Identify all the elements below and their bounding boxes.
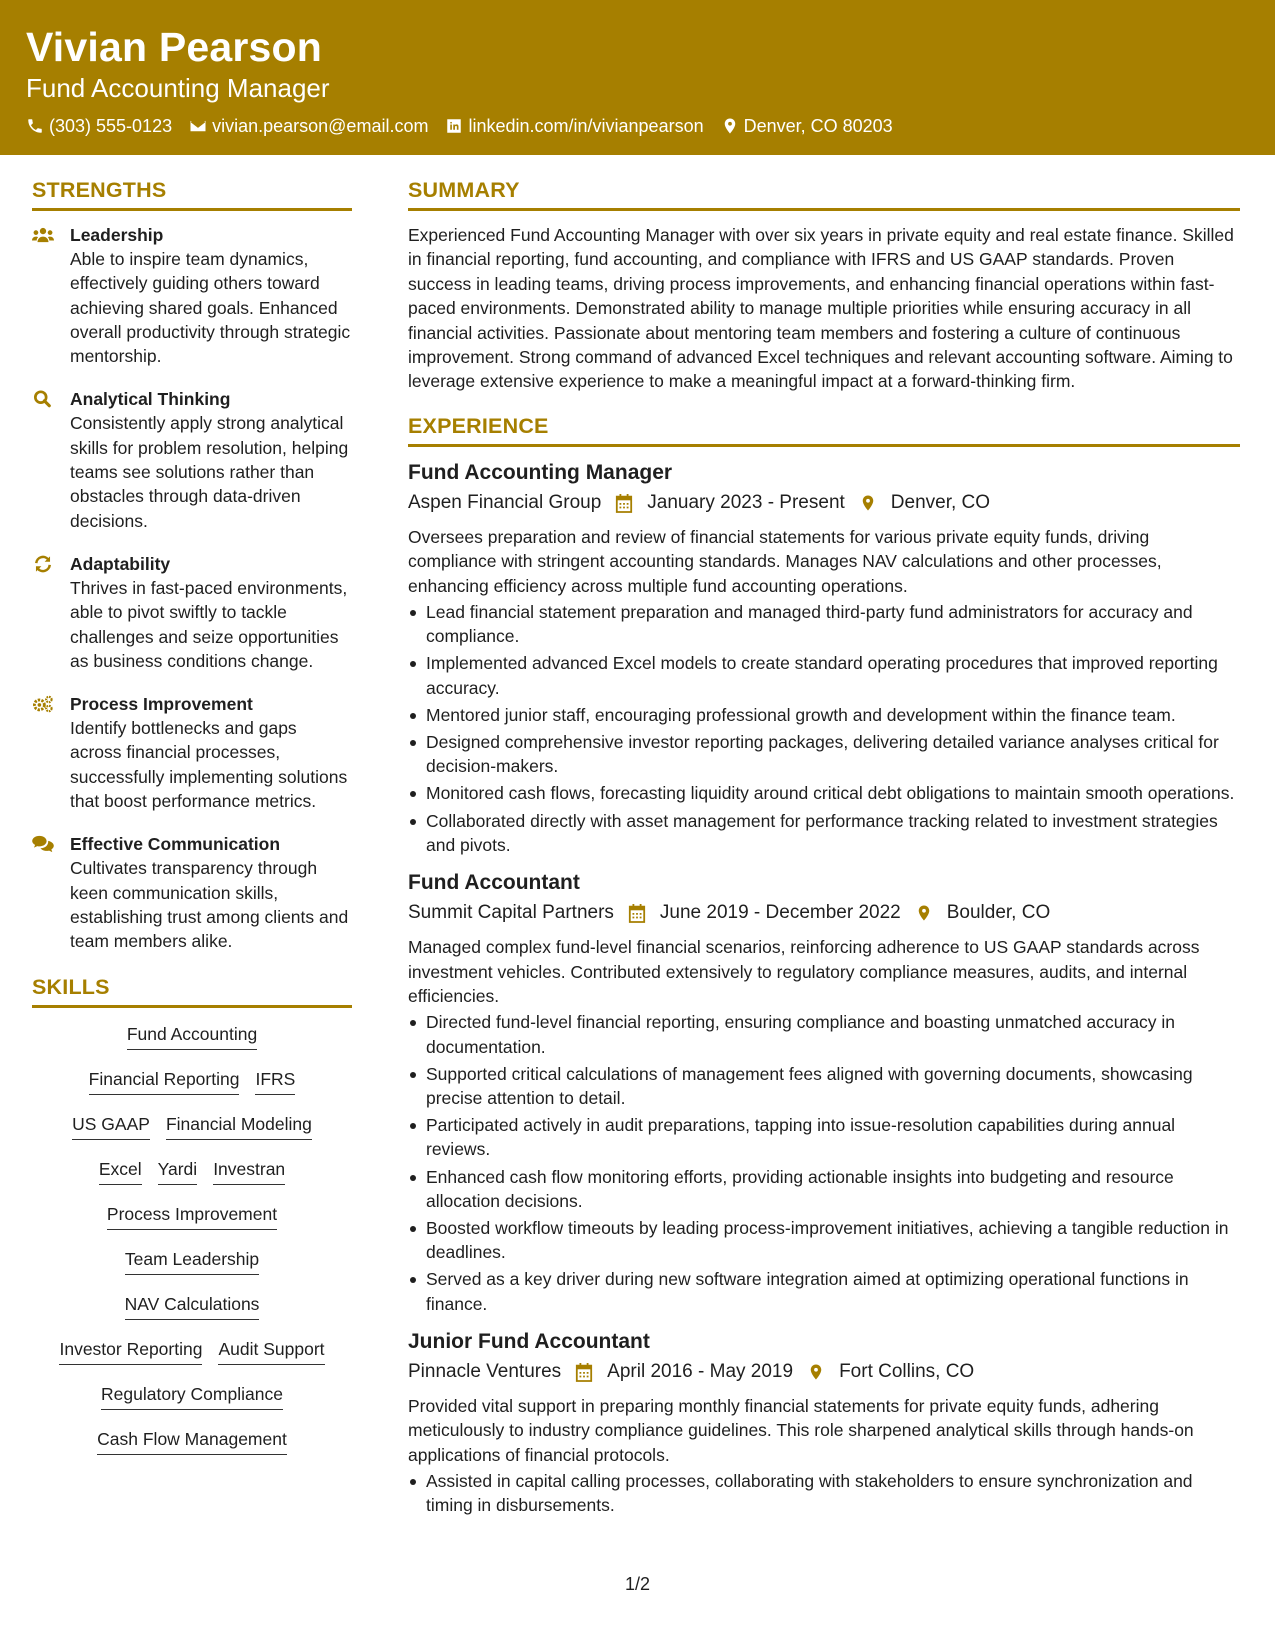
skill-tag: IFRS <box>255 1067 295 1095</box>
calendar-icon <box>615 493 633 513</box>
job-title: Fund Accountant <box>408 871 580 895</box>
strength-desc: Thrives in fast-paced environments, able to pivot swiftly to tackle challenges and seize opportunities as business conditions change. <box>70 577 348 671</box>
skill-tag: Audit Support <box>218 1337 324 1365</box>
sync-icon <box>32 555 54 573</box>
strength-desc: Identify bottlenecks and gaps across financial processes, successfully implementing solutions that boost performance metrics. <box>70 718 348 812</box>
strength-desc: Cultivates transparency through keen communication skills, establishing trust among clients and team members alike. <box>70 858 349 952</box>
job-description: Oversees preparation and review of financial statements for various private equity funds, driving compliance with stringent accounting standards. Manages NAV calculations and other processes, enhancing efficiency across multiple fund accounting operations. <box>408 526 1162 596</box>
contact-location <box>721 114 893 138</box>
job-bullet: Mentored junior staff, encouraging professional growth and development within the finance team. <box>408 703 1240 727</box>
job-bullet: Assisted in capital calling processes, collaborating with stakeholders to ensure synchronization and timing in disbursements. <box>408 1469 1240 1517</box>
job-meta <box>408 1358 1240 1386</box>
job-location: Fort Collins, CO <box>839 1360 975 1382</box>
job-bullet: Served as a key driver during new software integration aimed at optimizing operational functions in finance. <box>408 1267 1240 1315</box>
phone-icon <box>26 117 44 135</box>
strength-desc: Consistently apply strong analytical skills for problem resolution, helping teams see solutions rather than obstacles through data-driven decisions. <box>70 413 349 531</box>
job-bullet: Collaborated directly with asset management for performance tracking related to investment strategies and pivots. <box>408 809 1240 857</box>
contact-linkedin[interactable] <box>445 114 703 138</box>
job-location: Denver, CO <box>890 491 991 513</box>
job-bullets <box>408 1469 1240 1517</box>
users-icon <box>32 226 54 244</box>
linkedin-icon <box>445 117 463 135</box>
job-bullet: Supported critical calculations of management fees aligned with governing documents, showcasing precise attention to detail. <box>408 1062 1240 1110</box>
strength-name: Process Improvement <box>70 694 253 715</box>
skill-tag: US GAAP <box>72 1112 150 1140</box>
skills-list <box>32 1020 352 1470</box>
job-dates: April 2016 - May 2019 <box>607 1360 794 1382</box>
resume-header <box>0 0 1275 155</box>
email-text: vivian.pearson@email.com <box>212 116 429 136</box>
summary-text: Experienced Fund Accounting Manager with over six years in private equity and real estate finance. Skilled in financial reporting, fund accounting, and compliance with IFRS and US GAAP standards. Proven success in leading teams, driving process improvements, and enhancing financial operations within fast-paced environments. Demonstrated ability to manage multiple priorities while ensuring accuracy in all financial activities. Passionate about mentoring team members and fostering a culture of continuous improvement. Strong command of advanced Excel techniques and relevant accounting software. Aiming to leverage extensive experience to make a meaningful impact at a forward-thinking firm. <box>408 225 1234 392</box>
job-bullets <box>408 600 1240 857</box>
job-description: Provided vital support in preparing monthly financial statements for private equity funds, adhering meticulously to industry compliance guidelines. This role sharpened analytical skills through hands-on applications of financial protocols. <box>408 1395 1194 1465</box>
strength-item <box>32 692 352 813</box>
strength-item <box>32 552 352 673</box>
strength-name: Adaptability <box>70 553 171 574</box>
envelope-icon <box>189 117 207 135</box>
phone-text: (303) 555-0123 <box>49 116 173 136</box>
job-bullet: Monitored cash flows, forecasting liquidity around critical debt obligations to maintain smooth operations. <box>408 781 1240 805</box>
strength-name: Effective Communication <box>70 834 281 855</box>
skill-tag: Financial Reporting <box>89 1067 240 1095</box>
calendar-icon <box>628 903 646 923</box>
job-title: Junior Fund Accountant <box>408 1329 650 1353</box>
candidate-name: Vivian Pearson <box>26 24 323 70</box>
job-title: Fund Accounting Manager <box>408 460 673 484</box>
contact-email[interactable] <box>189 114 428 138</box>
location-text: Denver, CO 80203 <box>743 116 893 136</box>
comments-icon <box>32 835 54 853</box>
job-dates: June 2019 - December 2022 <box>659 902 901 924</box>
strength-item <box>32 832 352 953</box>
strength-name: Analytical Thinking <box>70 389 231 410</box>
calendar-icon <box>575 1362 593 1382</box>
strength-desc: Able to inspire team dynamics, effectively guiding others toward achieving shared goals. Enhanced overall productivity through strategic mentorship. <box>70 249 351 367</box>
gears-icon <box>32 695 54 713</box>
job-bullet: Implemented advanced Excel models to create standard operating procedures that improved reporting accuracy. <box>408 651 1240 699</box>
map-marker-icon <box>807 1362 825 1382</box>
strengths-heading: STRENGTHS <box>32 176 352 211</box>
job-bullet: Lead financial statement preparation and managed third-party fund administrators for accuracy and compliance. <box>408 600 1240 648</box>
job-entry <box>408 869 1240 1316</box>
skill-tag: Fund Accounting <box>127 1022 257 1050</box>
strength-item <box>32 387 352 532</box>
skills-heading: SKILLS <box>32 973 352 1008</box>
summary-heading: SUMMARY <box>408 176 1240 211</box>
skill-tag: Yardi <box>158 1157 198 1185</box>
experience-heading: EXPERIENCE <box>408 412 1240 447</box>
job-bullet: Enhanced cash flow monitoring efforts, providing actionable insights into budgeting and resource allocation decisions. <box>408 1165 1240 1213</box>
map-marker-icon <box>859 493 877 513</box>
candidate-title: Fund Accounting Manager <box>26 73 330 103</box>
skill-tag: Team Leadership <box>125 1247 259 1275</box>
skill-tag: Investor Reporting <box>59 1337 202 1365</box>
map-marker-icon <box>721 117 739 135</box>
left-column <box>32 176 352 1470</box>
skill-tag: Regulatory Compliance <box>101 1382 283 1410</box>
job-dates: January 2023 - Present <box>647 491 845 513</box>
job-bullet: Designed comprehensive investor reporting packages, delivering detailed variance analyses critical for decision-makers. <box>408 730 1240 778</box>
job-bullet: Participated actively in audit preparations, tapping into issue-resolution capabilities during annual reviews. <box>408 1113 1240 1161</box>
skill-tag: Investran <box>213 1157 285 1185</box>
skill-tag: NAV Calculations <box>125 1292 260 1320</box>
job-meta <box>408 489 1240 517</box>
strength-name: Leadership <box>70 225 164 245</box>
job-bullets <box>408 1010 1240 1315</box>
job-company: Summit Capital Partners <box>408 902 614 924</box>
map-marker-icon <box>915 903 933 923</box>
job-company: Aspen Financial Group <box>408 491 602 513</box>
job-description: Managed complex fund-level financial scenarios, reinforcing adherence to US GAAP standards across investment vehicles. Contributed extensively to regulatory compliance measures, audits, and internal efficiencies. <box>408 937 1200 1006</box>
page-number: 1/2 <box>624 1574 651 1594</box>
job-entry <box>408 459 1240 857</box>
strength-item <box>32 223 352 368</box>
skill-tag: Process Improvement <box>107 1202 277 1230</box>
skill-tag: Cash Flow Management <box>97 1427 287 1455</box>
skill-tag: Financial Modeling <box>166 1112 312 1140</box>
right-column <box>408 176 1240 1529</box>
contact-phone[interactable] <box>26 114 172 138</box>
job-bullet: Boosted workflow timeouts by leading process-improvement initiatives, achieving a tangible reduction in deadlines. <box>408 1216 1240 1264</box>
job-entry <box>408 1328 1240 1518</box>
linkedin-text: linkedin.com/in/vivianpearson <box>468 116 704 136</box>
job-meta <box>408 899 1240 927</box>
job-location: Boulder, CO <box>946 902 1051 924</box>
job-bullet: Directed fund-level financial reporting, ensuring compliance and boasting unmatched accuracy in documentation. <box>408 1010 1240 1058</box>
search-icon <box>32 390 54 408</box>
skill-tag: Excel <box>99 1157 142 1185</box>
contact-bar <box>26 114 1249 138</box>
job-company: Pinnacle Ventures <box>408 1360 562 1382</box>
